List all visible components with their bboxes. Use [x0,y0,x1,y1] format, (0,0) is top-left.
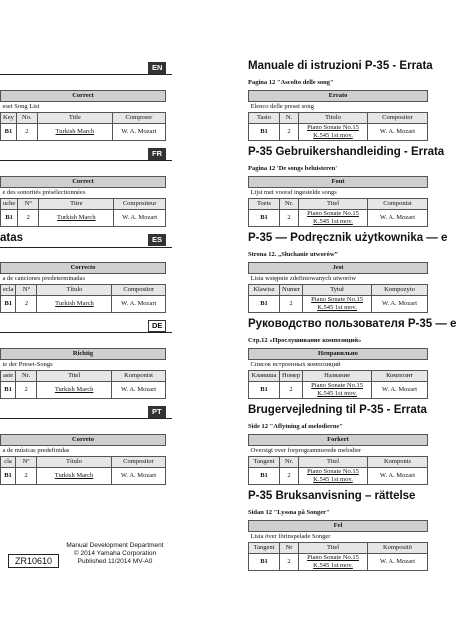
list-caption: a de músicas predefinidas [1,446,166,457]
table-row [1,210,166,227]
footer-published: Published 11/2014 MV-A0 [77,558,153,565]
cell-key: B1 [1,124,17,141]
list-caption: Lista över förinspelade Songer [249,532,428,543]
col-composer: Композит [372,371,428,382]
cell-key: B1 [1,382,16,399]
cell-no: 2 [16,468,37,485]
table-row [249,382,428,399]
col-composer: Compositeur [114,199,166,210]
col-title: Título [37,285,112,296]
cell-no: 2 [16,124,37,141]
col-no: Nr. [280,199,299,210]
document-code: ZR10610 [8,554,59,568]
table-header: Correcto [1,263,166,274]
table-header: Forkert [249,435,428,446]
col-title: Titolo [299,113,368,124]
cell-composer: W. A. Mozart [372,296,428,313]
cell-no: 2 [18,210,39,227]
table-row [249,296,428,313]
cell-title: Piano Sonate No.15 K.545 1st mov. [299,468,368,485]
page-ref-nl: Pagina 12 'De songs beluisteren' [248,165,338,172]
section-title-nl: P-35 Gebruikershandleiding - Errata [248,146,445,158]
col-composer: Compositor [112,457,166,468]
cell-title: Piano Sonate No.15 K.545 1st mov. [303,296,372,313]
cell-composer: W. A. Mozart [112,468,166,485]
table-header: Неправильно [249,349,428,360]
cell-composer: W. A. Mozart [368,210,428,227]
section-title-pl: P-35 — Podręcznik użytkownika — e [248,232,448,244]
col-no: Nº [16,457,37,468]
table-row [249,210,428,227]
page-ref-ru: Стр.12 «Прослушивание композиций» [248,337,362,344]
cell-key: B1 [1,468,16,485]
section-title-sv: P-35 Bruksanvisning – rättelse [248,490,416,502]
cell-title: Piano Sonate No.15 K.545 1st mov. [299,554,368,571]
table-header: Correct [1,91,166,102]
table-row [249,124,428,141]
lang-badge-fr: FR [148,148,166,160]
lang-badge-de: DE [148,320,166,332]
col-no: Номер [280,371,303,382]
table-header: Jest [249,263,428,274]
col-title: Titel [299,543,368,554]
cell-title: Turkish March [39,210,114,227]
col-composer: Componist [368,199,428,210]
footer-copyright: © 2014 Yamaha Corporation [73,550,157,557]
section-title-ru: Руководство пользователя P-35 — е [248,318,456,330]
cell-no: 2 [280,296,303,313]
page-ref-sv: Sidan 12 "Lyssna på Songer" [248,509,330,516]
cell-composer: W. A. Mozart [112,382,166,399]
cell-key: B1 [249,554,280,571]
col-no: N. [280,113,299,124]
col-composer: Compositor [112,285,166,296]
correction-table-da [248,434,428,485]
cell-title: Piano Sonate No.15 K.545 1st mov. [299,210,368,227]
col-no: Nr. [16,371,37,382]
table-row [1,124,166,141]
table-header: Errato [249,91,428,102]
table-header: Correct [1,177,166,188]
cell-composer: W. A. Mozart [112,296,166,313]
col-title: Titel [299,457,368,468]
lang-badge-es: ES [148,234,166,246]
col-title: Título [37,457,112,468]
list-caption: ie der Preset-Songs [1,360,166,371]
col-key: ecla [1,285,16,296]
col-no: No. [16,113,37,124]
cell-composer: W. A. Mozart [114,210,166,227]
list-caption: Lijst met vooraf ingestelde songs [249,188,428,199]
list-caption: Elenco delle preset song [249,102,428,113]
col-key: Tasto [249,113,280,124]
col-key: cla [1,457,16,468]
section-rule [0,160,172,161]
table-header: Fel [249,521,428,532]
correction-table-en [0,90,166,141]
col-key: uche [1,199,18,210]
cell-no: 2 [280,468,299,485]
list-caption: Lista wstępnie zdefiniowanych utworów [249,274,428,285]
correction-table-sv [248,520,428,571]
cell-key: B1 [249,124,280,141]
col-title: Tytuł [303,285,372,296]
correction-table-ru [248,348,428,399]
page-ref-pl: Strona 12. „Słuchanie utworów” [248,251,338,258]
col-key: Key [1,113,17,124]
col-no: Nr [280,543,299,554]
correction-table-nl [248,176,428,227]
cell-key: B1 [1,210,18,227]
col-key: Klawisz [249,285,280,296]
cell-title: Turkish March [37,124,112,141]
col-no: Numer [280,285,303,296]
section-rule [0,418,172,419]
table-header: Fout [249,177,428,188]
cell-title: Piano Sonate No.15 K.545 1st mov. [299,124,368,141]
col-title: Titre [39,199,114,210]
col-composer: Komponist [112,371,166,382]
cell-composer: W. A. Mozart [368,554,428,571]
section-title-it: Manuale di istruzioni P-35 - Errata [248,60,433,72]
section-rule [0,247,172,248]
cell-no: 2 [280,124,299,141]
publisher-footer [58,542,172,566]
table-row [249,554,428,571]
section-rule [0,332,172,333]
cell-key: B1 [249,382,280,399]
cell-no: 2 [280,210,299,227]
cell-key: B1 [249,210,280,227]
col-key: Toets [249,199,280,210]
table-row [1,296,166,313]
list-caption: Список встроенных композиций [249,360,428,371]
cell-key: B1 [249,296,280,313]
correction-table-de [0,348,166,399]
footer-department: Manual Development Department [66,542,164,549]
cell-no: 2 [16,296,37,313]
col-title: Title [37,113,112,124]
cell-title: Piano Sonate No.15 K.545 1st mov. [303,382,372,399]
table-header: Correto [1,435,166,446]
col-key: Tangent [249,457,280,468]
col-key: aste [1,371,16,382]
col-key: Клавиша [249,371,280,382]
cell-no: 2 [280,554,299,571]
list-caption: a de canciones predeterminadas [1,274,166,285]
correction-table-es [0,262,166,313]
col-no: N° [16,285,37,296]
col-composer: Komponis [368,457,428,468]
cell-composer: W. A. Mozart [368,468,428,485]
cell-title: Turkish March [37,468,112,485]
correction-table-it [248,90,428,141]
col-key: Tangent [249,543,280,554]
list-caption: eset Song List [1,102,166,113]
col-composer: Kompositö [368,543,428,554]
lang-badge-pt: PT [148,406,166,418]
lang-badge-en: EN [148,62,166,74]
page-ref-da: Side 12 "Aflytning af melodierne" [248,423,343,430]
cell-title: Turkish March [37,382,112,399]
col-no: N° [18,199,39,210]
cell-no: 2 [16,382,37,399]
cell-key: B1 [249,468,280,485]
col-composer: Compositor [368,113,428,124]
col-title: Titel [299,199,368,210]
cell-title: Turkish March [37,296,112,313]
list-caption: Oversigt over forprogrammerede melodier [249,446,428,457]
section-rule [0,74,172,75]
cell-key: B1 [1,296,16,313]
table-header: Richtig [1,349,166,360]
cell-composer: W. A. Mozart [112,124,165,141]
correction-table-pl [248,262,428,313]
col-title: Название [303,371,372,382]
section-title-da: Brugervejledning til P-35 - Errata [248,404,427,416]
page-ref-it: Pagina 12 "Ascolto delle song" [248,79,334,86]
col-no: Nr. [280,457,299,468]
col-title: Titel [37,371,112,382]
cell-composer: W. A. Mozart [368,124,428,141]
cell-no: 2 [280,382,303,399]
table-row [1,382,166,399]
col-composer: Composer [112,113,165,124]
col-composer: Kompozyto [372,285,428,296]
section-title-es: atas [0,232,24,244]
cell-composer: W. A. Mozart [372,382,428,399]
table-row [1,468,166,485]
list-caption: e des sonorités présélectionnées [1,188,166,199]
correction-table-pt [0,434,166,485]
table-row [249,468,428,485]
correction-table-fr [0,176,166,227]
